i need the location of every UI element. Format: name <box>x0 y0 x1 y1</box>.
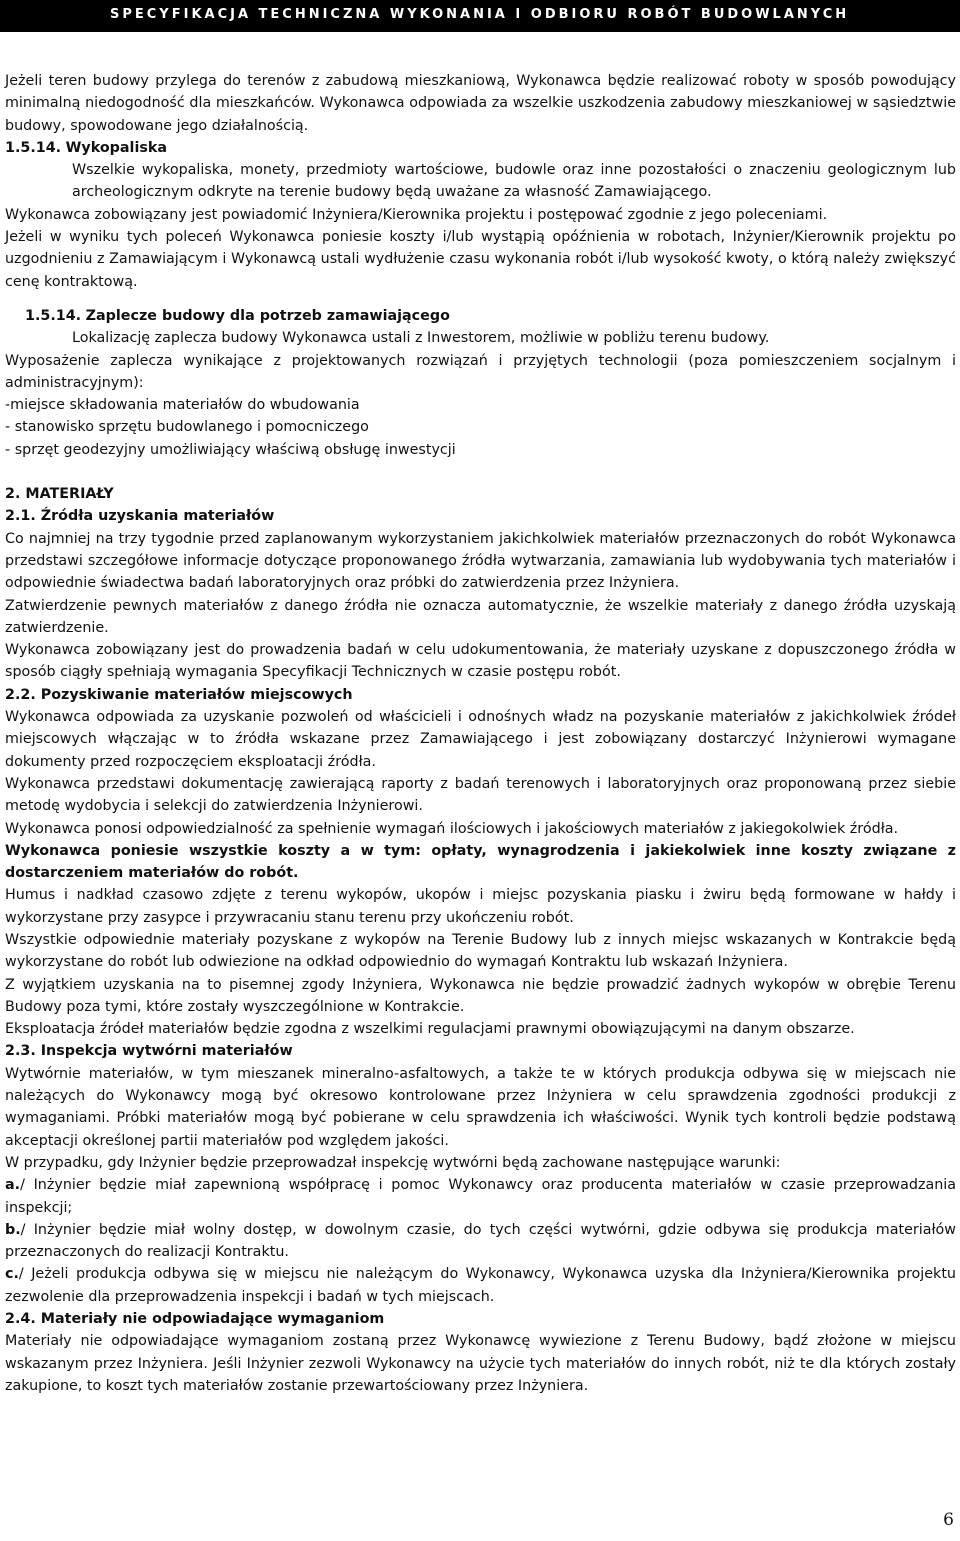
page-number: 6 <box>943 1510 954 1530</box>
section-zaplecze-heading <box>5 305 956 327</box>
condition-text: / Jeżeli produkcja odbywa się w miejscu nie należącym do Wykonawcy, Wykonawca uzyska dla Inżyniera/Kierownika projektu zezwolenie dla przeprowadzenia inspekcji i badań w tych miejscach. <box>5 1266 956 1305</box>
inspekcja-condition-b <box>5 1219 956 1264</box>
section-title: Zaplecze budowy dla potrzeb zamawiającego <box>85 307 450 324</box>
section-niewlasciwe-heading: 2.4. Materiały nie odpowiadające wymaganiom <box>5 1311 385 1328</box>
zrodla-paragraph-2: Zatwierdzenie pewnych materiałów z danego źródła nie oznacza automatycznie, że wszelkie materiały z danego źródła uzyskają zatwierdzenie. <box>5 597 956 636</box>
condition-label: b. <box>5 1221 21 1238</box>
pozyskiwanie-paragraph-5: Humus i nadkład czasowo zdjęte z terenu wykopów, ukopów i miejsc pozyskania piasku i żwiru będą formowane w hałdy i wykorzystane przy zasypce i przywracaniu stanu terenu przy ukończeniu robót. <box>5 887 956 926</box>
pozyskiwanie-paragraph-bold: Wykonawca poniesie wszystkie koszty a w tym: opłaty, wynagrodzenia i jakiekolwiek inne koszty związane z dostarczeniem materiałów do robót. <box>5 842 956 882</box>
condition-text: / Inżynier będzie miał wolny dostęp, w dowolnym czasie, do tych części wytwórni, gdzie odbywa się produkcja materiałów przeznaczonych do realizacji Kontraktu. <box>5 1221 956 1261</box>
pozyskiwanie-paragraph-3: Wykonawca ponosi odpowiedzialność za spełnienie wymagań ilościowych i jakościowych materiałów z jakiegokolwiek źródła. <box>5 820 899 837</box>
pozyskiwanie-paragraph-1: Wykonawca odpowiada za uzyskanie pozwoleń od właścicieli i odnośnych władz na pozyskanie materiałów z jakichkolwiek źródeł miejscowych włączając w to źródła wskazane przez Zamawiającego i jest zobowiązany dostarczyć Inżynierowi wymagane dokumenty przed rozpoczęciem eksploatacji źródła. <box>5 709 956 770</box>
pozyskiwanie-paragraph-6: Wszystkie odpowiednie materiały pozyskane z wykopów na Terenie Budowy lub z innych miejsc wskazanych w Kontrakcie będą wykorzystane do robót lub odwiezione na odkład odpowiednio do wymagań Kontraktu lub wskazań Inżyniera. <box>5 931 956 971</box>
niewlasciwe-paragraph-1: Materiały nie odpowiadające wymaganiom zostaną przez Wykonawcę wywiezione z Terenu Budowy, bądź złożone w miejscu wskazanym przez Inżyniera. Jeśli Inżynier zezwoli Wykonawcy na użycie tych materiałów do innych robót, niż te dla których zostały zakupione, to koszt tych materiałów zostanie przewartościowany przez Inżyniera. <box>5 1333 956 1394</box>
inspekcja-paragraph-1: Wytwórnie materiałów, w tym mieszanek mineralno-asfaltowych, a także te w których produkcja odbywa się w miejscach nie należących do Wykonawcy mogą być okresowo kontrolowane przez Inżyniera w celu sprawdzenia zgodności produkcji z wymaganiami. Próbki materiałów mogą być pobierane w celu sprawdzenia ich właściwości. Wynik tych kontroli będzie podstawą akceptacji określonej partii materiałów pod względem jakości. <box>5 1065 956 1149</box>
inspekcja-condition-a <box>5 1174 956 1219</box>
wykopaliska-paragraph-2: Wykonawca zobowiązany jest powiadomić Inżyniera/Kierownika projektu i postępować zgodnie z jego poleceniami. <box>5 206 828 223</box>
section-zrodla-heading: 2.1. Źródła uzyskania materiałów <box>5 508 275 525</box>
zaplecze-list-item: - stanowisko sprzętu budowlanego i pomocniczego <box>5 419 369 436</box>
wykopaliska-paragraph-3: Jeżeli w wyniku tych poleceń Wykonawca poniesie koszty i/lub wystąpią opóźnienia w robotach, Inżynier/Kierownik projektu po uzgodnieniu z Zamawiającym i Wykonawcą ustali wydłużenie czasu wykonania robót i/lub wysokość kwoty, o którą należy zwiększyć cenę kontraktową. <box>5 229 956 290</box>
pozyskiwanie-paragraph-2: Wykonawca przedstawi dokumentację zawierającą raporty z badań terenowych i laboratoryjnych oraz proponowaną przez siebie metodę wydobycia i selekcji do zatwierdzenia Inżynierowi. <box>5 775 956 815</box>
pozyskiwanie-paragraph-8: Eksploatacja źródeł materiałów będzie zgodna z wszelkimi regulacjami prawnymi obowiązującymi na danym obszarze. <box>5 1021 855 1038</box>
zaplecze-list-item: -miejsce składowania materiałów do wbudowania <box>5 397 360 414</box>
pozyskiwanie-paragraph-7: Z wyjątkiem uzyskania na to pisemnej zgody Inżyniera, Wykonawca nie będzie prowadzić żadnych wykopów w obrębie Terenu Budowy poza tymi, które zostały wyszczególnione w Kontrakcie. <box>5 976 956 1015</box>
zrodla-paragraph-3: Wykonawca zobowiązany jest do prowadzenia badań w celu udokumentowania, że materiały uzyskane z dopuszczonego źródła w sposób ciągły spełniają wymagania Specyfikacji Technicznych w czasie postępu robót. <box>5 642 956 681</box>
section-pozyskiwanie-heading: 2.2. Pozyskiwanie materiałów miejscowych <box>5 686 353 703</box>
intro-paragraph: Jeżeli teren budowy przylega do terenów z zabudową mieszkaniową, Wykonawca będzie realizować roboty w sposób powodujący minimalną niedogodność dla mieszkańców. Wykonawca odpowiada za wszelkie uszkodzenia zabudowy mieszkaniowej w sąsiedztwie budowy, spowodowane jego działalnością. <box>5 73 956 134</box>
wykopaliska-paragraph-1: Wszelkie wykopaliska, monety, przedmioty wartościowe, budowle oraz inne pozostałości o znaczeniu geologicznym lub archeologicznym odkryte na terenie budowy będą uważane za własność Zamawiającego. <box>72 162 956 201</box>
section-materialy-heading: 2. MATERIAŁY <box>5 486 114 503</box>
inspekcja-paragraph-2: W przypadku, gdy Inżynier będzie przeprowadzał inspekcję wytwórni będą zachowane następujące warunki: <box>5 1154 781 1171</box>
header-band <box>0 0 960 32</box>
inspekcja-condition-c <box>5 1263 956 1308</box>
document-body <box>5 70 956 1397</box>
document-title: SPECYFIKACJA TECHNICZNA WYKONANIA I ODBIORU ROBÓT BUDOWLANYCH <box>110 7 850 22</box>
condition-label: a. <box>5 1177 21 1194</box>
zaplecze-paragraph-2: Wyposażenie zaplecza wynikające z projektowanych rozwiązań i przyjętych technologii (poza pomieszczeniem socjalnym i administracyjnym): <box>5 352 956 391</box>
section-inspekcja-heading: 2.3. Inspekcja wytwórni materiałów <box>5 1043 293 1060</box>
zaplecze-list-item: - sprzęt geodezyjny umożliwiający właściwą obsługę inwestycji <box>5 441 456 458</box>
section-number: 1.5.14. <box>25 307 82 324</box>
condition-text: / Inżynier będzie miał zapewnioną współpracę i pomoc Wykonawcy oraz producenta materiałów w czasie przeprowadzania inspekcji; <box>5 1177 956 1216</box>
section-title: Wykopaliska <box>65 139 168 156</box>
zrodla-paragraph-1: Co najmniej na trzy tygodnie przed zaplanowanym wykorzystaniem jakichkolwiek materiałów przeznaczonych do robót Wykonawca przedstawi szczegółowe informacje dotyczące proponowanego źródła wytwarzania, zamawiania lub wydobywania tych materiałów i odpowiednie świadectwa badań laboratoryjnych oraz próbki do zatwierdzenia przez Inżyniera. <box>5 530 956 592</box>
zaplecze-paragraph-1: Lokalizację zaplecza budowy Wykonawca ustali z Inwestorem, możliwie w pobliżu terenu budowy. <box>72 330 770 347</box>
section-number: 1.5.14. <box>5 139 62 156</box>
condition-label: c. <box>5 1266 19 1283</box>
section-wykopaliska-heading <box>5 137 956 159</box>
